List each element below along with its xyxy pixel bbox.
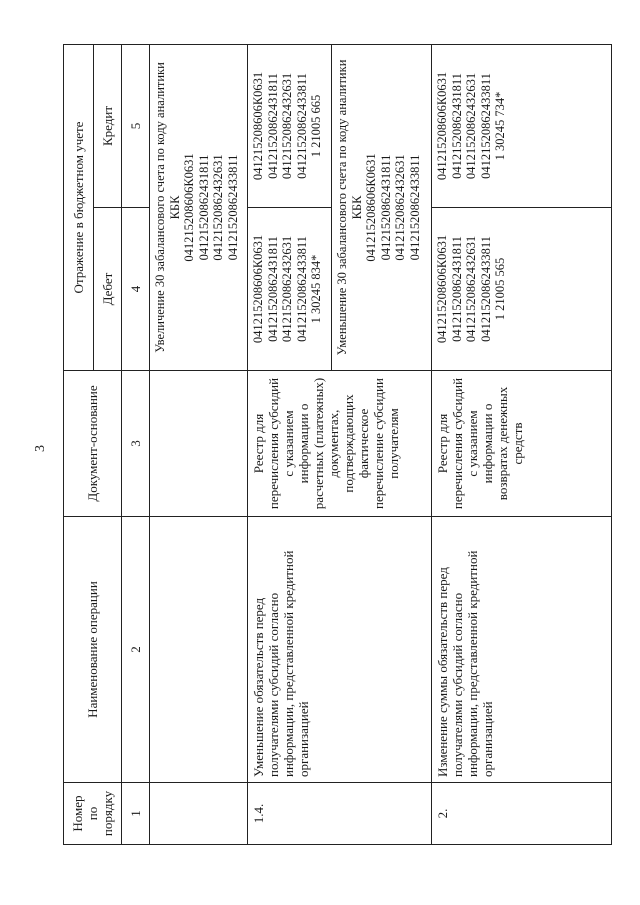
- empty-cell: [150, 783, 248, 845]
- kbk-code: 041215208624З1811: [196, 154, 211, 261]
- offbalance-decrease-cell: [332, 44, 432, 370]
- kbk-code: 041215208606К0631: [435, 234, 449, 344]
- debit-amount: 1 30245 834*: [309, 254, 323, 324]
- kbk-code: 041215208624З1811: [449, 236, 464, 342]
- kbk-code: 041215208606К0631: [182, 153, 196, 262]
- empty-cell: [150, 371, 248, 517]
- offbalance-decrease-text: Уменьшение 30 забалансового счета по коду аналитики КБК: [335, 59, 364, 356]
- header-budget-reflection: Отражение в бюджетном учете: [64, 44, 94, 370]
- credit-cell: [248, 44, 332, 207]
- document-basis: Реестр для перечисления субсидий с указанием информации о возвратах денежных средств: [432, 371, 612, 517]
- header-row-top: [64, 44, 94, 844]
- kbk-code: 041215208624З2631: [280, 72, 294, 180]
- kbk-code: 041215208624З3811: [294, 236, 309, 342]
- kbk-code: 041215208624З1811: [265, 236, 280, 342]
- kbk-code: 041215208624З2631: [280, 235, 294, 343]
- kbk-code: 041215208606К0631: [251, 71, 265, 181]
- kbk-code: 041215208624З2631: [464, 72, 478, 180]
- accounting-table: [63, 44, 612, 845]
- kbk-code: 041215208624З3811: [407, 154, 422, 261]
- kbk-code: 041215208624З3811: [294, 73, 309, 179]
- header-row-number: Номер по порядку: [64, 783, 122, 845]
- header-credit: Кредит: [94, 44, 122, 207]
- rotated-page-content: [63, 45, 611, 845]
- offbalance-increase-cell: [150, 44, 248, 370]
- debit-cell: [432, 208, 612, 371]
- operation-name: Уменьшение обязательств перед получателями субсидий согласно информации, представленной кредитной организацией: [248, 517, 432, 783]
- kbk-code: 041215208606К0631: [435, 71, 449, 181]
- row-number: 1.4.: [248, 783, 432, 845]
- table-row-offbalance-increase: [150, 44, 248, 844]
- kbk-code: 041215208624З1811: [378, 154, 393, 261]
- row-number: 2.: [432, 783, 612, 845]
- table-row-2: [432, 44, 612, 844]
- credit-amount: 1 30245 734*: [493, 91, 507, 161]
- kbk-code: 041215208624З1811: [449, 73, 464, 179]
- kbk-code: 041215208624З3811: [478, 236, 493, 342]
- credit-amount: 1 21005 665: [309, 94, 323, 158]
- kbk-code: 041215208624З3811: [225, 154, 240, 261]
- header-operation-name: Наименование операции: [64, 517, 122, 783]
- column-number-5: 5: [122, 44, 150, 207]
- credit-cell: [432, 44, 612, 207]
- column-number-2: 2: [122, 517, 150, 783]
- table-row-1-4: [248, 44, 332, 844]
- kbk-code: 041215208624З2631: [211, 154, 225, 261]
- empty-cell: [150, 517, 248, 783]
- operation-name: Изменение суммы обязательств перед получателями субсидий согласно информации, представленной кредитной организацией: [432, 517, 612, 783]
- debit-amount: 1 21005 565: [493, 257, 507, 321]
- page-number: 3: [33, 445, 48, 452]
- column-number-4: 4: [122, 208, 150, 371]
- kbk-code: 041215208624З1811: [265, 73, 280, 179]
- offbalance-increase-text: Увеличение 30 забалансового счета по коду аналитики КБК: [153, 62, 182, 353]
- column-number-1: 1: [122, 783, 150, 845]
- kbk-code: 041215208606К0631: [364, 153, 378, 262]
- kbk-code: 041215208606К0631: [251, 234, 265, 344]
- kbk-code: 041215208624З3811: [478, 73, 493, 179]
- kbk-code: 041215208624З2631: [464, 235, 478, 343]
- column-number-3: 3: [122, 371, 150, 517]
- header-debit: Дебет: [94, 208, 122, 371]
- kbk-code: 041215208624З2631: [393, 154, 407, 261]
- document-basis: Реестр для перечисления субсидий с указанием информации о расчетных (платежных) документах, подтверждающих фактическое перечисление субсидии получателям: [248, 371, 432, 517]
- column-number-row: [122, 44, 150, 844]
- debit-cell: [248, 208, 332, 371]
- header-document-basis: Документ-основание: [64, 371, 122, 517]
